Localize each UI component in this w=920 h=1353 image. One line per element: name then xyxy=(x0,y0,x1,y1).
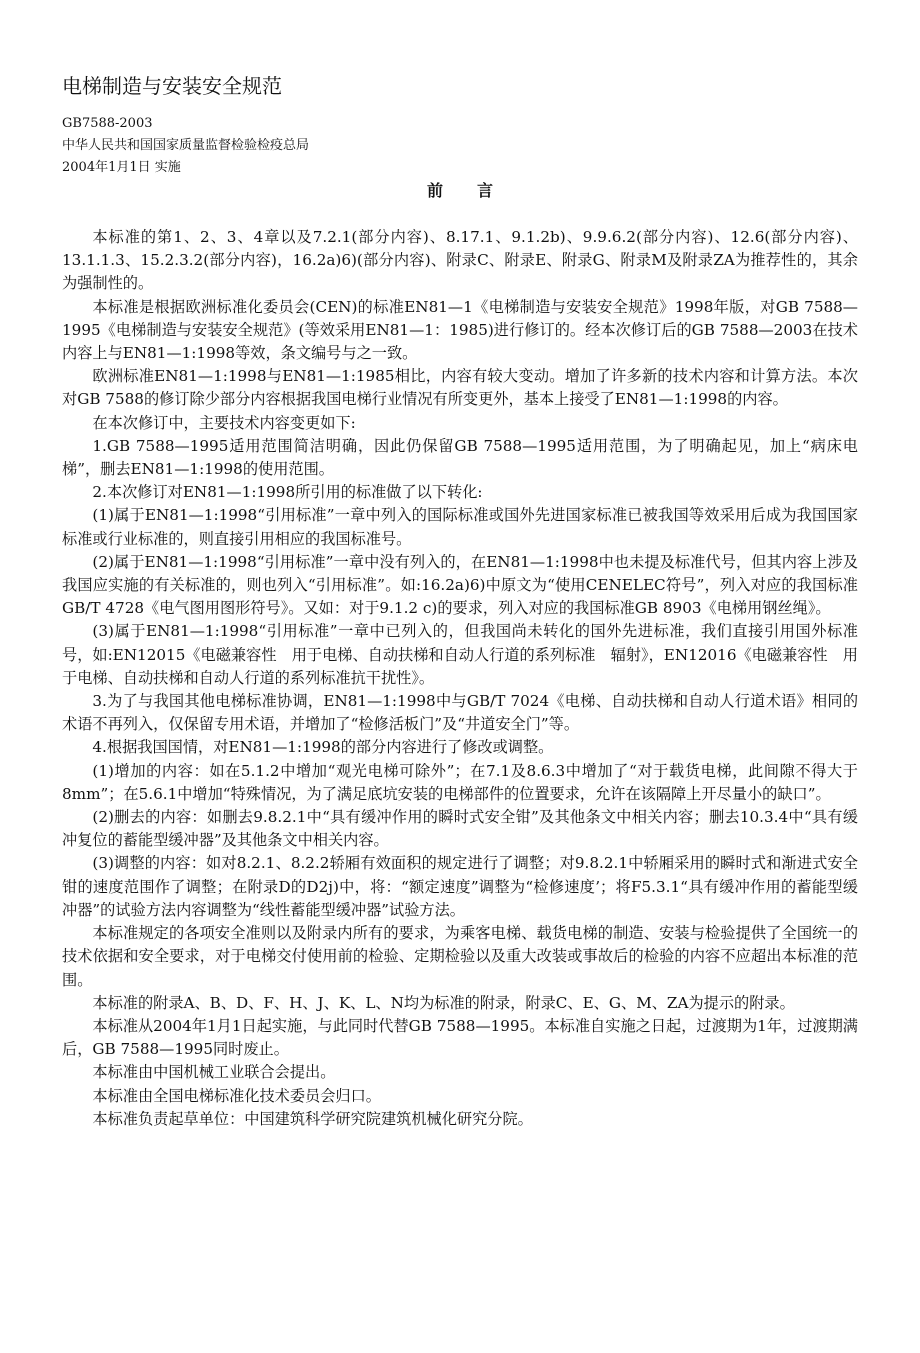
paragraph: 本标准负责起草单位：中国建筑科学研究院建筑机械化研究分院。 xyxy=(92,1109,533,1128)
paragraph: 本标准的附录A、B、D、F、H、J、K、L、N均为标准的附录，附录C、E、G、M、ZA为提示的附录。 xyxy=(92,993,795,1012)
paragraph: 欧洲标准EN81—1:1998与EN81—1:1985相比，内容有较大变动。增加了许多新的技术内容和计算方法。本次对GB 7588的修订除少部分内容根据我国电梯行业情况有所变更外，基本上接受了EN81—1:1998的内容。 xyxy=(62,367,858,409)
paragraph: 本标准是根据欧洲标准化委员会(CEN)的标准EN81—1《电梯制造与安装安全规范》1998年版，对GB 7588—1995《电梯制造与安装安全规范》(等效采用EN81—1：1985)进行修订的。经本次修订后的GB 7588—2003在技术内容上与EN81—1:1998等效，条文编号与之一致。 xyxy=(62,297,858,363)
paragraph: 本标准从2004年1月1日起实施，与此同时代替GB 7588—1995。本标准自实施之日起，过渡期为1年，过渡期满后，GB 7588—1995同时废止。 xyxy=(62,1016,858,1059)
section-heading-preface: 前言 xyxy=(426,181,527,200)
paragraph: (1)增加的内容：如在5.1.2中增加“观光电梯可除外”；在7.1及8.6.3中增加了“对于载货电梯，此间隙不得大于8mm”；在5.6.1中增加“特殊情况，为了满足底坑安装的电梯部件的位置要求，允许在该隔障上开尽量小的缺口”。 xyxy=(62,761,858,803)
paragraph: (2)属于EN81—1:1998“引用标准”一章中没有列入的，在EN81—1:1998中也未提及标准代号，但其内容上涉及我国应实施的有关标准的，则也列入“引用标准”。如:16.2a)6)中原文为“使用CENELEC符号”，列入对应的我国标准GB/T 4728《电气图用图形符号》。又如：对于9.1.2 c)的要求，列入对应的我国标准GB 8903《电梯用钢丝绳》。 xyxy=(62,552,858,618)
paragraph: 1.GB 7588—1995适用范围简洁明确，因此仍保留GB 7588—1995适用范围，为了明确起见，加上“病床电梯”，删去EN81—1:1998的使用范围。 xyxy=(62,436,858,479)
document-title: 电梯制造与安装安全规范 xyxy=(62,74,282,98)
paragraph: 4.根据我国国情，对EN81—1:1998的部分内容进行了修改或调整。 xyxy=(92,738,554,757)
paragraph: 2.本次修订对EN81—1:1998所引用的标准做了以下转化: xyxy=(92,483,483,502)
paragraph: 本标准规定的各项安全准则以及附录内所有的要求，为乘客电梯、载货电梯的制造、安装与检验提供了全国统一的技术依据和安全要求，对于电梯交付使用前的检验、定期检验以及重大改装或事故后的检验的内容不应超出本标准的范围。 xyxy=(62,924,858,989)
issuing-authority: 中华人民共和国国家质量监督检验检疫总局 xyxy=(62,138,310,153)
preface-body xyxy=(62,226,858,1131)
standard-number: GB7588-2003 xyxy=(62,116,153,131)
paragraph: (2)删去的内容：如删去9.8.2.1中“具有缓冲作用的瞬时式安全钳”及其他条文中相关内容；删去10.3.4中“具有缓冲复位的蓄能型缓冲器”及其他条文中相关内容。 xyxy=(62,808,858,850)
paragraph: (3)调整的内容：如对8.2.1、8.2.2轿厢有效面积的规定进行了调整；对9.8.2.1中轿厢采用的瞬时式和渐进式安全钳的速度范围作了调整；在附录D的D2j)中，将：“额定速度”调整为“检修速度’；将F5.3.1“具有缓冲作用的蓄能型缓冲器”的试验方法内容调整为“线性蓄能型缓冲器”试验方法。 xyxy=(62,854,858,919)
paragraph: 在本次修订中，主要技术内容变更如下: xyxy=(92,413,356,432)
effective-date: 2004年1月1日 实施 xyxy=(62,160,181,175)
paragraph: 本标准由全国电梯标准化技术委员会归口。 xyxy=(92,1086,381,1105)
paragraph: 本标准由中国机械工业联合会提出。 xyxy=(92,1063,336,1082)
paragraph: (1)属于EN81—1:1998“引用标准”一章中列入的国际标准或国外先进国家标准已被我国等效采用后成为我国国家标准或行业标准的，则直接引用相应的我国标准号。 xyxy=(62,506,858,548)
paragraph: 本标准的第1、2、3、4章以及7.2.1(部分内容)、8.17.1、9.1.2b)、9.9.6.2(部分内容)、12.6(部分内容)、13.1.1.3、15.2.3.2(部分内容)，16.2a)6)(部分内容)、附录C、附录E、附录G、附录M及附录ZA为推荐性的，其余为强制性的。 xyxy=(62,228,858,293)
paragraph: 3.为了与我国其他电梯标准协调，EN81—1:1998中与GB/T 7024《电梯、自动扶梯和自动人行道术语》相同的术语不再列入，仅保留专用术语，并增加了“检修活板门”及“井道安全门”等。 xyxy=(62,692,858,734)
paragraph: (3)属于EN81—1:1998“引用标准”一章中已列入的，但我国尚未转化的国外先进标准，我们直接引用国外标准号，如:EN12015《电磁兼容性 用于电梯、自动扶梯和自动人行道的系列标准 辐射》，EN12016《电磁兼容性 用于电梯、自动扶梯和自动人行道的系列标准抗干扰性》。 xyxy=(62,622,858,687)
